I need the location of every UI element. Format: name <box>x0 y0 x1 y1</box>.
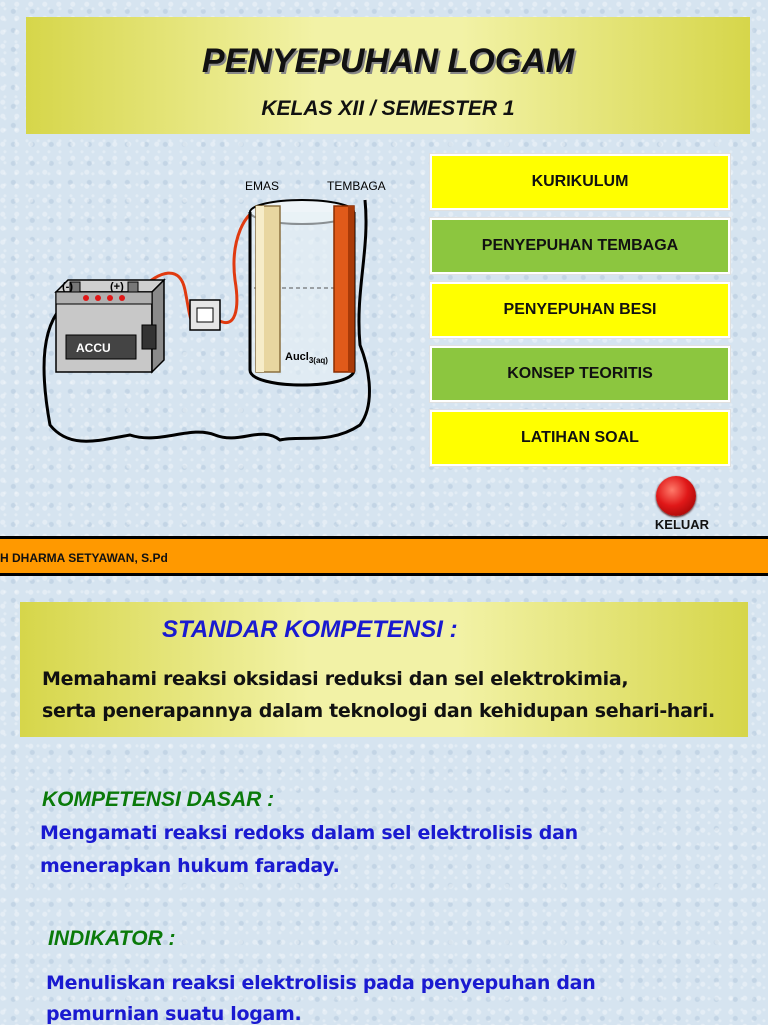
author-name: H DHARMA SETYAWAN, S.Pd <box>0 551 168 565</box>
accu-label: ACCU <box>76 341 111 355</box>
standar-kompetensi-line-2: serta penerapannya dalam teknologi dan kehidupan sehari-hari. <box>42 700 715 722</box>
author-bar <box>0 536 768 576</box>
terminal-positive: (+) <box>110 281 124 293</box>
menu-penyepuhan-besi-button[interactable]: PENYEPUHAN BESI <box>430 282 730 338</box>
standar-kompetensi-line-1: Memahami reaksi oksidasi reduksi dan sel elektrokimia, <box>42 668 629 690</box>
switch-icon <box>190 300 220 330</box>
menu-penyepuhan-tembaga-button[interactable]: PENYEPUHAN TEMBAGA <box>430 218 730 274</box>
diagram-svg <box>40 170 420 460</box>
menu-konsep-teoritis-button[interactable]: KONSEP TEORITIS <box>430 346 730 402</box>
kompetensi-dasar-line-1: Mengamati reaksi redoks dalam sel elektrolisis dan <box>40 822 578 844</box>
electroplating-diagram <box>40 170 420 460</box>
standar-kompetensi-box <box>20 602 748 737</box>
copper-electrode <box>334 206 354 372</box>
label-solution-sub: 3(aq) <box>308 356 328 365</box>
battery-icon <box>56 280 164 372</box>
kompetensi-dasar-title: KOMPETENSI DASAR : <box>42 788 275 811</box>
exit-circle-icon[interactable] <box>656 476 696 516</box>
label-tembaga: TEMBAGA <box>327 179 386 193</box>
indikator-line-2: pemurnian suatu logam. <box>46 1003 302 1025</box>
indikator-line-1: Menuliskan reaksi elektrolisis pada penyepuhan dan <box>46 972 596 994</box>
exit-label: KELUAR <box>654 517 710 532</box>
exit-button[interactable] <box>644 474 720 534</box>
menu-latihan-soal-button[interactable]: LATIHAN SOAL <box>430 410 730 466</box>
title-banner <box>26 17 750 134</box>
page-subtitle: KELAS XII / SEMESTER 1 <box>261 97 515 120</box>
label-solution-main: Aucl <box>285 351 309 363</box>
terminal-negative: (-) <box>62 281 73 293</box>
standar-kompetensi-title: STANDAR KOMPETENSI : <box>162 616 458 643</box>
kompetensi-dasar-line-2: menerapkan hukum faraday. <box>40 855 340 877</box>
gold-electrode <box>256 206 280 372</box>
indikator-title: INDIKATOR : <box>48 927 176 950</box>
label-emas: EMAS <box>245 179 280 193</box>
menu-kurikulum-button[interactable]: KURIKULUM <box>430 154 730 210</box>
page-title: PENYEPUHAN LOGAM <box>201 42 575 80</box>
